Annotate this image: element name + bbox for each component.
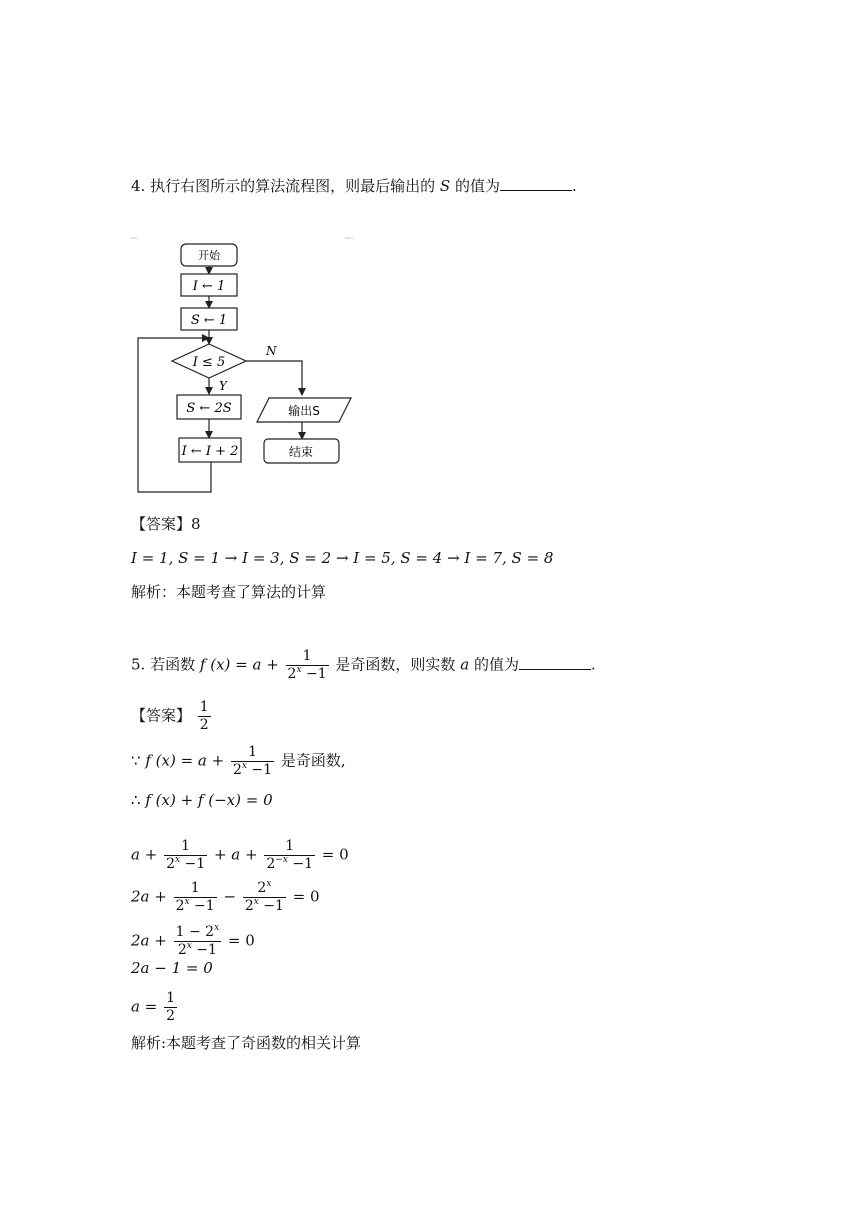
q5-text-a: 若函数 (150, 655, 196, 674)
q4-answer (131, 514, 201, 534)
q5-answer-blank[interactable] (519, 655, 591, 670)
q5-text-b: 是奇函数，则实数 (335, 655, 456, 674)
yes-label: Y (219, 379, 227, 393)
s-init-label: S ← 1 (190, 313, 228, 328)
s-update-label: S ← 2S (186, 401, 232, 416)
q4-statement (131, 176, 577, 196)
q4-end: . (571, 177, 577, 195)
q4-number: 4. (131, 177, 146, 195)
i-update-label: I ← I + 2 (181, 444, 239, 459)
answer-label: 【答案】 (131, 706, 192, 725)
q5-text-c: 的值为 (473, 655, 519, 674)
q4-text-a: 执行右图所示的算法流程图，则最后输出的 (150, 177, 436, 195)
q4-text-b: 的值为 (454, 177, 500, 195)
no-label: N (266, 344, 277, 358)
q5-step-2: 2a + $\frac{1}{2^x -1}$ − $\frac{2^x}{2^x -1}$ = 0 (131, 879, 320, 914)
q5-function: f (x) = a + (199, 655, 279, 674)
q5-answer (131, 699, 213, 734)
end-label: 结束 (288, 445, 314, 459)
q5-step-3: 2a + $\frac{1 - 2^x}{2^x -1}$ = 0 (131, 923, 255, 958)
q5-analysis: 解析:本题考查了奇函数的相关计算 (131, 1034, 362, 1052)
q4-analysis: 解析：本题考查了算法的计算 (131, 583, 327, 601)
q5-fraction: $\frac{1}{2^x -1}$ (287, 648, 327, 682)
answer-fraction: $\frac{1}{2}$ (199, 699, 209, 733)
q4-trace: I = 1, S = 1 → I = 3, S = 2 → I = 5, S = 4 → I = 7, S = 8 (131, 549, 554, 567)
q5-because: ∵ f (x) = a + $\frac{1}{2^x -1}$ 是奇函数, (131, 744, 346, 778)
q4-var: S (439, 177, 451, 195)
q5-var: a (460, 655, 470, 674)
no-branch-line (246, 361, 302, 395)
q5-number: 5. (131, 655, 146, 674)
q5-therefore: ∴ f (x) + f (−x) = 0 (131, 791, 273, 809)
output-label: 输出S (288, 404, 320, 418)
q5-step-1: a + $\frac{1}{2^x -1}$ + a + $\frac{1}{2^{-x} -1}$ = 0 (131, 838, 349, 872)
flowchart (128, 234, 368, 504)
q4-answer-blank[interactable] (500, 176, 572, 191)
answer-label: 【答案】 (131, 515, 192, 533)
answer-value: 8 (191, 515, 201, 533)
q5-end: . (590, 655, 596, 674)
q5-statement (131, 648, 596, 683)
q5-step-5: a = $\frac{1}{2}$ (131, 990, 175, 1024)
start-label: 开始 (198, 249, 220, 262)
condition-label: I ≤ 5 (192, 355, 226, 370)
q5-step-4: 2a − 1 = 0 (131, 959, 213, 977)
i-init-label: I ← 1 (192, 279, 226, 294)
